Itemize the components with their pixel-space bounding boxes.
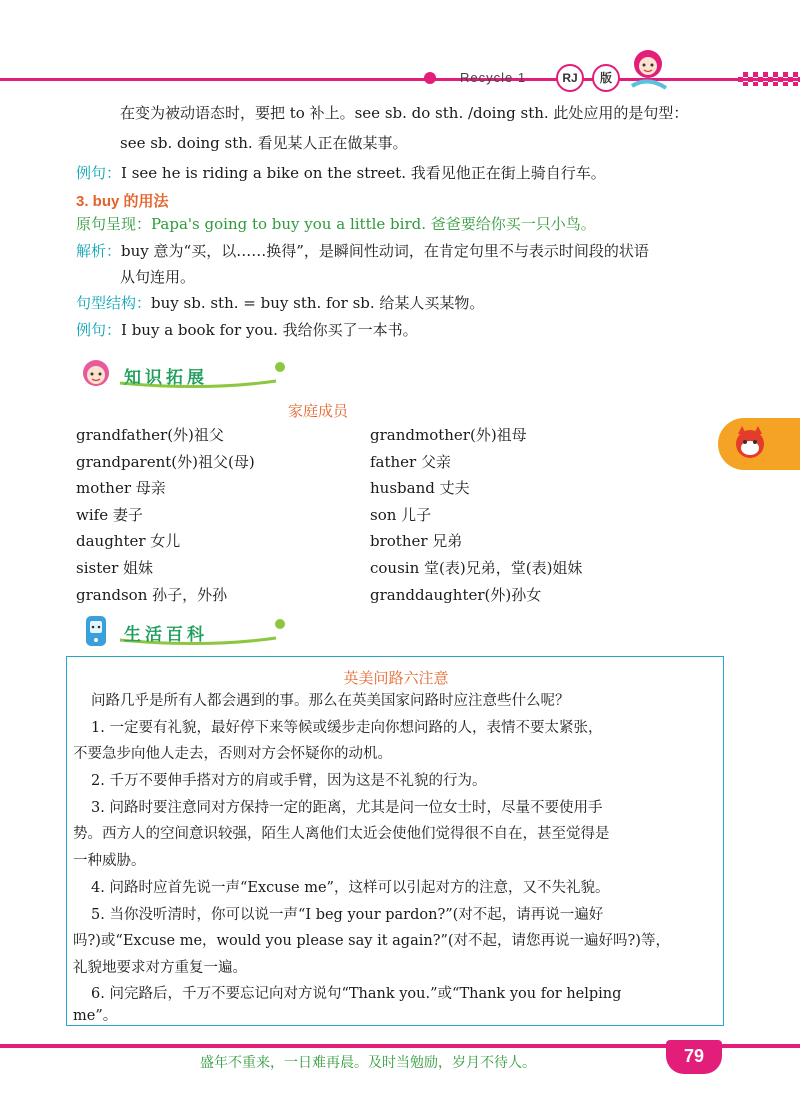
original-label: 原句呈现： (76, 215, 152, 233)
vocab-item: grandson 孙子，外孙 (76, 586, 228, 604)
vocab-item: sister 姐妹 (76, 559, 154, 577)
header-rule (0, 78, 800, 81)
vocab-item: father 父亲 (370, 453, 451, 471)
example-text: I buy a book for you. 我给你买了一本书。 (121, 321, 418, 339)
section-label: Recycle 1 (460, 70, 527, 85)
rj-badge: RJ (556, 64, 584, 92)
tip-text: 不要急步向他人走去，否则对方会怀疑你的动机。 (73, 746, 392, 762)
tip-text: 1. 一定要有礼貌，最好停下来等候或缓步走向你想问路的人，表情不要太紧张， (91, 720, 603, 736)
vocab-item: grandparent(外)祖父(母) (76, 453, 255, 471)
analysis-text: buy 意为“买，以……换得”，是瞬间性动词，在肯定句里不与表示时间段的状语 (121, 242, 649, 260)
original-sentence (76, 214, 596, 234)
footer-motto: 盛年不重来，一日难再晨。及时当勉励，岁月不待人。 (200, 1054, 536, 1070)
mascot-icon (622, 42, 674, 94)
life-banner (76, 612, 276, 650)
analysis-continued: 从句连用。 (120, 268, 196, 286)
example-sentence-2 (76, 320, 418, 341)
vocab-item: husband 丈夫 (370, 479, 470, 497)
girl-mascot-icon (76, 355, 116, 393)
checker-decoration (738, 72, 800, 86)
tips-title: 英美问路六注意 (343, 670, 449, 687)
body-line: 在变为被动语态时，要把 to 补上。see sb. do sth. /doing sth. 此处应用的是句型： (120, 104, 689, 122)
section-heading: 3. buy 的用法 (76, 193, 169, 210)
knowledge-banner-label: 知识拓展 (124, 368, 208, 387)
vocab-item: brother 兄弟 (370, 532, 463, 550)
example-sentence (76, 163, 606, 184)
life-banner-label: 生活百科 (124, 625, 208, 644)
vocab-item: daughter 女儿 (76, 532, 181, 550)
phone-mascot-icon (76, 612, 116, 650)
structure-label: 句型结构： (76, 295, 152, 312)
tip-text: 3. 问路时要注意同对方保持一定的距离，尤其是问一位女士时，尽量不要使用手 (91, 800, 603, 816)
example-label: 例句： (76, 322, 122, 339)
tip-text: 6. 问完路后，千万不要忘记向对方说句“Thank you.”或“Thank you for helping (91, 986, 622, 1002)
tips-box (66, 656, 724, 1026)
example-label: 例句： (76, 165, 122, 182)
vocab-title: 家庭成员 (288, 403, 349, 420)
tip-text: 2. 千万不要伸手搭对方的肩或手臂，因为这是不礼貌的行为。 (91, 773, 487, 789)
vocab-item: wife 妻子 (76, 506, 143, 524)
tip-text: 吗?)或“Excuse me，would you please say it again?”(对不起，请您再说一遍好吗?)等， (73, 933, 670, 949)
edition-badge: 版 (592, 64, 620, 92)
structure-text: buy sb. sth. = buy sth. for sb. 给某人买某物。 (151, 294, 485, 312)
tips-intro: 问路几乎是所有人都会遇到的事。那么在英美国家问路时应注意些什么呢？ (91, 693, 570, 709)
knowledge-banner (76, 355, 276, 393)
tip-text: 礼貌地要求对方重复一遍。 (73, 960, 247, 976)
body-line: see sb. doing sth. 看见某人正在做某事。 (120, 134, 408, 152)
analysis (76, 241, 649, 262)
example-text: I see he is riding a bike on the street. 我看见他正在街上骑自行车。 (121, 164, 606, 182)
tip-text: 一种威胁。 (73, 853, 146, 869)
original-text: Papa's going to buy you a little bird. 爸爸要给你买一只小鸟。 (151, 215, 596, 233)
vocab-item: son 儿子 (370, 506, 432, 524)
vocab-item: mother 母亲 (76, 479, 166, 497)
page-number: 79 (683, 1046, 705, 1066)
sentence-structure (76, 293, 484, 314)
fox-mascot-icon (730, 424, 770, 464)
tip-text: me”。 (73, 1008, 118, 1024)
analysis-label: 解析： (76, 243, 122, 260)
tip-text: 4. 问路时应首先说一声“Excuse me”，这样可以引起对方的注意，又不失礼貌。 (91, 880, 610, 896)
vocab-item: grandfather(外)祖父 (76, 426, 224, 444)
vocab-item: cousin 堂(表)兄弟，堂(表)姐妹 (370, 559, 583, 577)
vocab-item: grandmother(外)祖母 (370, 426, 527, 444)
tip-text: 5. 当你没听清时，你可以说一声“I beg your pardon?”(对不起，请再说一遍好 (91, 907, 604, 923)
vocab-item: granddaughter(外)孙女 (370, 586, 542, 604)
tip-text: 势。西方人的空间意识较强，陌生人离他们太近会使他们觉得很不自在，甚至觉得是 (73, 826, 610, 842)
header-dot (424, 72, 436, 84)
